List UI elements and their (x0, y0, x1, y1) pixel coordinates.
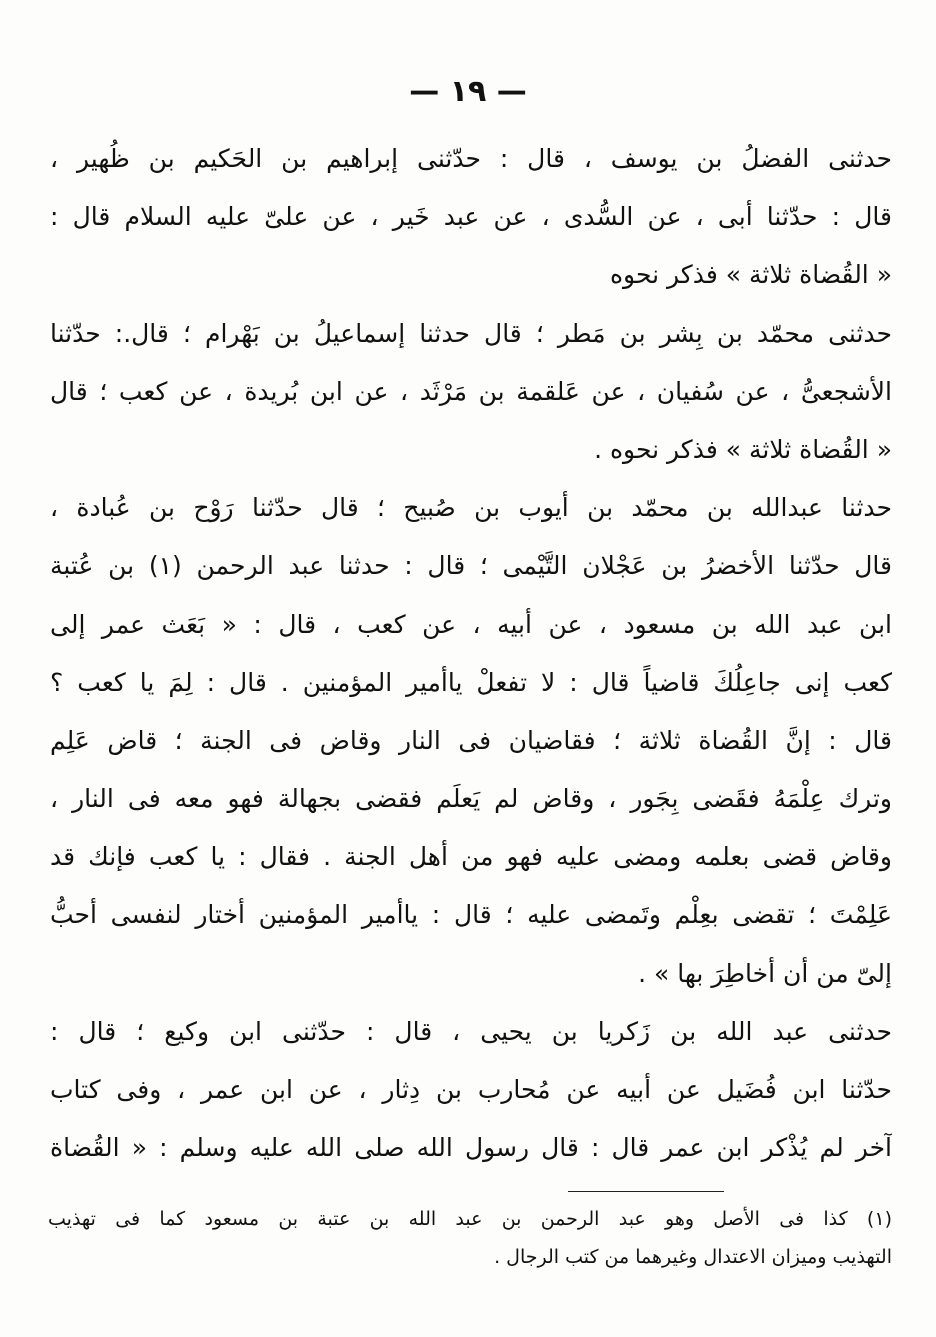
text-line: إلىّ من أن أخاطِرَ بها » . (638, 958, 892, 988)
text-line: وترك عِلْمَهُ فقَضى بِجَور ، وقاض لم يَعلَم فقضى بجهالة فهو معه فى النار ، (50, 784, 892, 814)
text-line: قال : إنَّ القُضاة ثلاثة ؛ فقاضيان فى النار وقاض فى الجنة ؛ قاض عَلِم (50, 725, 892, 755)
text-line: حدثنى عبد الله بن زَكريا بن يحيى ، قال : حدّثنى ابن وكيع ؛ قال : (50, 1016, 892, 1046)
text-line: « القُضاة ثلاثة » فذكر نحوه . (594, 434, 892, 464)
page-number: — ١٩ — (409, 74, 527, 109)
text-line: « القُضاة ثلاثة » فذكر نحوه (609, 260, 892, 290)
text-line: حدثنى محمّد بن بِشر بن مَطر ؛ قال حدثنا إسماعيلُ بن بَهْرام ؛ قال.: حدّثنا (50, 318, 892, 348)
text-line: قال حدّثنا الأخضرُ بن عَجْلان التَّيْمى ؛ قال : حدثنا عبد الرحمن (١) بن عُتبة (50, 551, 892, 581)
text-line: عَلِمْتَ ؛ تقضى بعِلْم وتَمضى عليه ؛ قال : ياأمير المؤمنين أختار لنفسى أحبُّ (50, 900, 892, 930)
main-text (50, 130, 892, 1177)
text-line: وقاض قضى بعلمه ومضى عليه فهو من أهل الجنة . فقال : يا كعب فإنك قد (50, 842, 892, 872)
text-line: حدّثنا ابن فُضَيل عن أبيه عن مُحارب بن دِثار ، عن ابن عمر ، وفى كتاب (50, 1075, 892, 1104)
text-line: حدثنا عبدالله بن محمّد بن أيوب بن صُبيح ؛ قال حدّثنا رَوْح بن عُبادة ، (50, 493, 892, 523)
text-line: قال : حدّثنا أبى ، عن السُّدى ، عن عبد خَير ، عن علىّ عليه السلام قال : (50, 202, 892, 232)
text-line: كعب إنى جاعِلُكَ قاضياً قال : لا تفعلْ ياأمير المؤمنين . قال : لِمَ يا كعب ؟ (50, 667, 892, 697)
footnotes (48, 1200, 892, 1276)
text-line: حدثنى الفضلُ بن يوسف ، قال : حدّثنى إبراهيم بن الحَكيم بن ظُهير ، (50, 144, 892, 173)
text-line: ابن عبد الله بن مسعود ، عن أبيه ، عن كعب ، قال : « بَعَث عمر إلى (50, 609, 892, 639)
footnote-line: (١) كذا فى الأصل وهو عبد الرحمن بن عبد الله بن عتبة بن مسعود كما فى تهذيب (48, 1208, 892, 1230)
footnote-divider (568, 1191, 724, 1192)
text-line: آخر لم يُذْكر ابن عمر قال : قال رسول الله صلى الله عليه وسلم : « القُضاة (50, 1133, 892, 1163)
text-line: الأشجعىُّ ، عن سُفيان ، عن عَلقمة بن مَرْثَد ، عن ابن بُريدة ، عن كعب ؛ قال (50, 376, 892, 406)
footnote-line: التهذيب وميزان الاعتدال وغيرهما من كتب الرجال . (494, 1246, 892, 1268)
